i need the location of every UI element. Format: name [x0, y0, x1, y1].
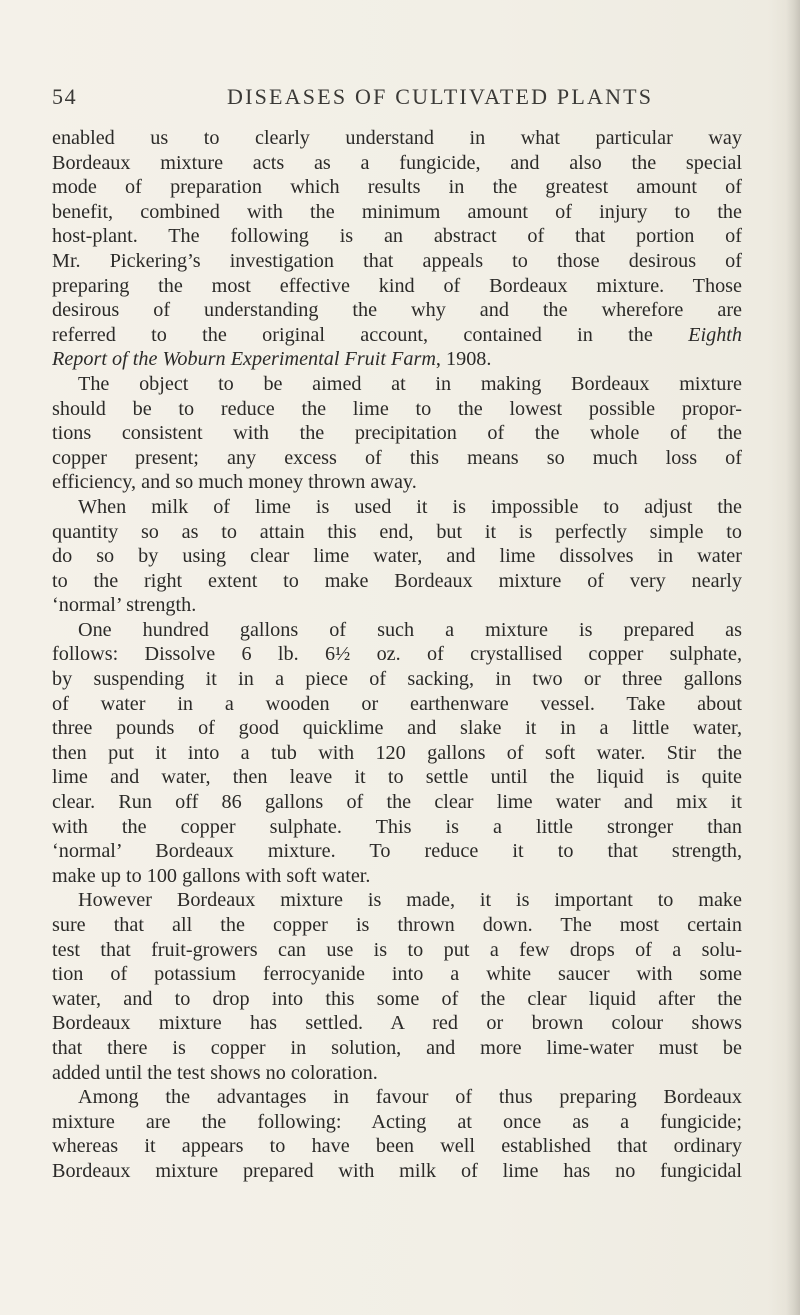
text-line: Among the advantages in favour of thus preparing Bordeaux	[78, 1086, 742, 1109]
text-line: by suspending it in a piece of sacking, in two or three gallons	[52, 668, 742, 691]
paragraph	[52, 495, 742, 618]
text-line: The object to be aimed at in making Bordeaux mixture	[78, 372, 742, 395]
text-line: that there is copper in solution, and more lime-water must be	[52, 1036, 742, 1059]
text-line: then put it into a tub with 120 gallons of soft water. Stir the	[52, 741, 742, 764]
text-line: to the right extent to make Bordeaux mixture of very nearly	[52, 569, 742, 592]
text-line: test that fruit-growers can use is to put a few drops of a solu-	[52, 938, 742, 961]
text-line: follows: Dissolve 6 lb. 6½ oz. of crystallised copper sulphate,	[52, 643, 742, 666]
text-line: Mr. Pickering’s investigation that appeals to those desirous of	[52, 249, 742, 272]
text-line: host-plant. The following is an abstract of that portion of	[52, 225, 742, 248]
page-header	[52, 84, 742, 114]
text-line: make up to 100 gallons with soft water.	[52, 864, 371, 887]
text-line: ‘normal’ Bordeaux mixture. To reduce it to that strength,	[52, 840, 742, 863]
text-line: referred to the original account, contained in the Eighth	[52, 323, 742, 346]
text-line: Bordeaux mixture acts as a fungicide, and also the special	[52, 151, 742, 174]
text-line: benefit, combined with the minimum amount of injury to the	[52, 200, 742, 223]
text-line: tions consistent with the precipitation of the whole of the	[52, 422, 742, 445]
text-line: Bordeaux mixture has settled. A red or brown colour shows	[52, 1012, 742, 1035]
text-line: do so by using clear lime water, and lime dissolves in water	[52, 545, 742, 568]
text-line: mode of preparation which results in the greatest amount of	[52, 176, 742, 199]
text-line: desirous of understanding the why and the wherefore are	[52, 299, 742, 322]
text-line: Report of the Woburn Experimental Fruit Farm, 1908.	[52, 348, 492, 371]
text-line: quantity so as to attain this end, but it is perfectly simple to	[52, 520, 742, 543]
text-line: However Bordeaux mixture is made, it is important to make	[78, 889, 742, 912]
page-number: 54	[52, 84, 78, 109]
text-line: tion of potassium ferrocyanide into a white saucer with some	[52, 963, 742, 986]
text-line: efficiency, and so much money thrown away.	[52, 471, 417, 494]
text-line: mixture are the following: Acting at once as a fungicide;	[52, 1110, 742, 1133]
text-line: Bordeaux mixture prepared with milk of lime has no fungicidal	[52, 1159, 742, 1182]
body-text	[52, 126, 742, 1184]
paragraph	[52, 888, 742, 1085]
text-line: added until the test shows no coloration.	[52, 1061, 378, 1084]
paragraph	[52, 372, 742, 495]
text-line: ‘normal’ strength.	[52, 594, 197, 617]
paragraph	[52, 1085, 742, 1183]
text-line: clear. Run off 86 gallons of the clear lime water and mix it	[52, 791, 742, 814]
text-line: should be to reduce the lime to the lowest possible propor-	[52, 397, 742, 420]
text-line: lime and water, then leave it to settle until the liquid is quite	[52, 766, 742, 789]
text-line: sure that all the copper is thrown down. The most certain	[52, 914, 742, 936]
page-edge-shadow	[786, 0, 800, 1315]
running-head: DISEASES OF CULTIVATED PLANTS	[227, 84, 654, 109]
text-line: enabled us to clearly understand in what particular way	[52, 127, 742, 149]
paragraph	[52, 126, 742, 372]
text-line: One hundred gallons of such a mixture is prepared as	[78, 618, 742, 641]
text-line: with the copper sulphate. This is a little stronger than	[52, 815, 742, 838]
paragraph	[52, 618, 742, 889]
text-line: water, and to drop into this some of the clear liquid after the	[52, 987, 742, 1010]
text-line: When milk of lime is used it is impossible to adjust the	[78, 495, 742, 518]
text-line: preparing the most effective kind of Bordeaux mixture. Those	[52, 274, 742, 297]
text-line: copper present; any excess of this means so much loss of	[52, 446, 742, 469]
text-line: three pounds of good quicklime and slake it in a little water,	[52, 717, 742, 740]
text-line: of water in a wooden or earthenware vessel. Take about	[52, 692, 742, 715]
text-line: whereas it appears to have been well established that ordinary	[52, 1135, 742, 1158]
